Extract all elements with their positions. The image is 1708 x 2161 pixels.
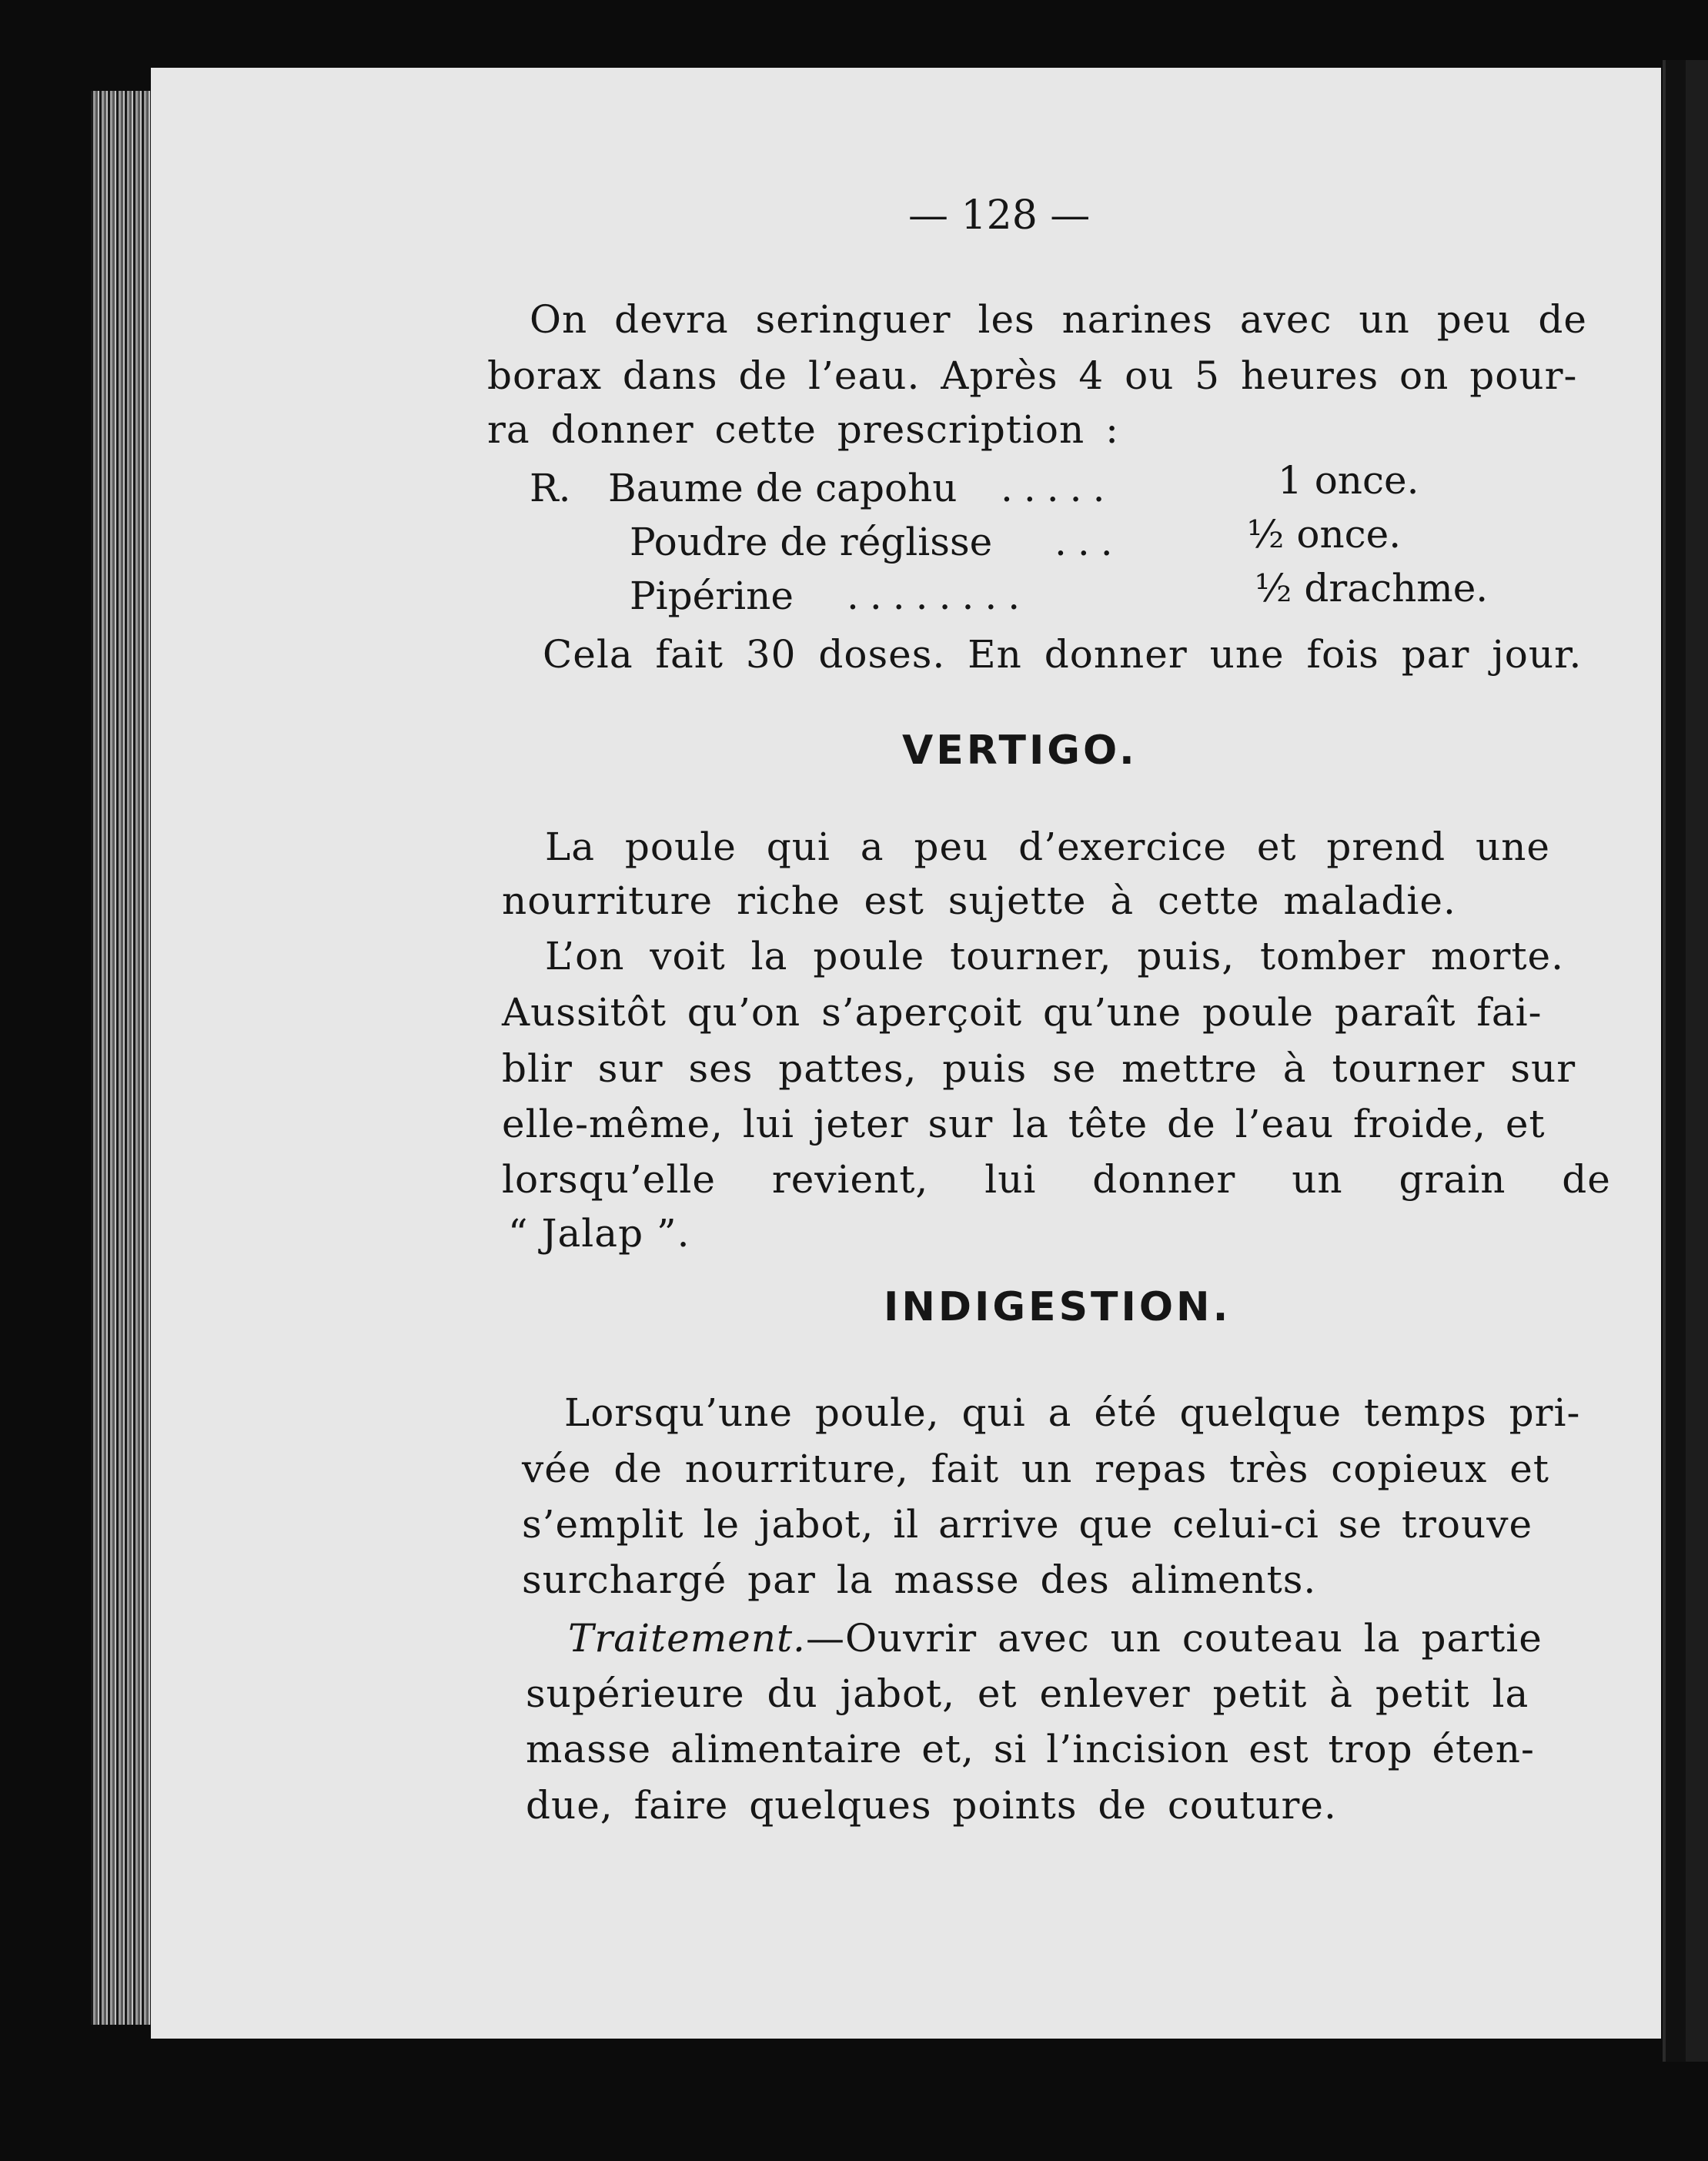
vertigo-line-6: elle-même, lui jeter sur la tête de l’eau froide, et (502, 1102, 1546, 1146)
vertigo-heading: VERTIGO. (902, 728, 1138, 774)
vertigo-line-7: lorsqu’elle revient, lui donner un grain de (502, 1157, 1611, 1202)
indigestion-line-2: vée de nourriture, fait un repas très copieux et (522, 1447, 1549, 1491)
leader-dots: ........ (847, 574, 1031, 618)
doses-line: Cela fait 30 doses. En donner une fois par jour. (543, 632, 1583, 677)
prescription-item-name: Baume de capohu (608, 466, 958, 510)
prescription-item-quantity: ½ drachme. (1255, 566, 1489, 610)
treatment-line-1 (568, 1615, 1543, 1661)
indigestion-heading: INDIGESTION. (884, 1284, 1232, 1330)
treatment-line-3: masse alimentaire et, si l’incision est trop éten- (526, 1727, 1535, 1771)
intro-text: On devra seringuer les narines avec un peu de (530, 297, 1587, 342)
vertigo-line-3: L’on voit la poule tourner, puis, tomber morte. (545, 934, 1565, 978)
vertigo-line-8: “ Jalap ”. (508, 1211, 690, 1256)
prescription-item-quantity: 1 once. (1278, 458, 1419, 503)
indigestion-line-3: s’emplit le jabot, il arrive que celui-ci se trouve (522, 1502, 1533, 1547)
indigestion-line-4: surchargé par la masse des aliments. (522, 1557, 1317, 1602)
treatment-line-4: due, faire quelques points de couture. (526, 1783, 1337, 1828)
treatment-text: —Ouvrir avec un couteau la partie (805, 1616, 1543, 1661)
indigestion-line-1: Lorsqu’une poule, qui a été quelque temps pri- (564, 1390, 1581, 1435)
page-number: — 128 — (908, 192, 1091, 239)
prescription-item-quantity: ½ once. (1247, 512, 1402, 557)
vertigo-line-2: nourriture riche est sujette à cette maladie. (502, 878, 1456, 923)
intro-line-2: borax dans de l’eau. Après 4 ou 5 heures on pour- (487, 353, 1578, 398)
prescription-item-name: Poudre de réglisse (630, 520, 993, 564)
prescription-prefix: R. (530, 466, 571, 510)
page-block-edge (91, 91, 152, 2025)
leader-dots: ... (1055, 520, 1124, 564)
vertigo-line-4: Aussitôt qu’on s’aperçoit qu’une poule paraît fai- (502, 990, 1543, 1035)
treatment-line-2: supérieure du jabot, et enlever petit à petit la (526, 1671, 1529, 1716)
binding-shadow (1663, 60, 1689, 2062)
treatment-label: Traitement. (568, 1616, 806, 1661)
vertigo-line-1: La poule qui a peu d’exercice et prend une (545, 825, 1551, 869)
prescription-item-name: Pipérine (630, 574, 794, 618)
vertigo-line-5: blir sur ses pattes, puis se mettre à tourner sur (502, 1046, 1576, 1091)
leader-dots: ..... (1001, 466, 1116, 510)
intro-line-3: ra donner cette prescription : (487, 407, 1119, 452)
facing-page-edge (1686, 60, 1708, 2062)
intro-line-1 (530, 296, 1587, 343)
